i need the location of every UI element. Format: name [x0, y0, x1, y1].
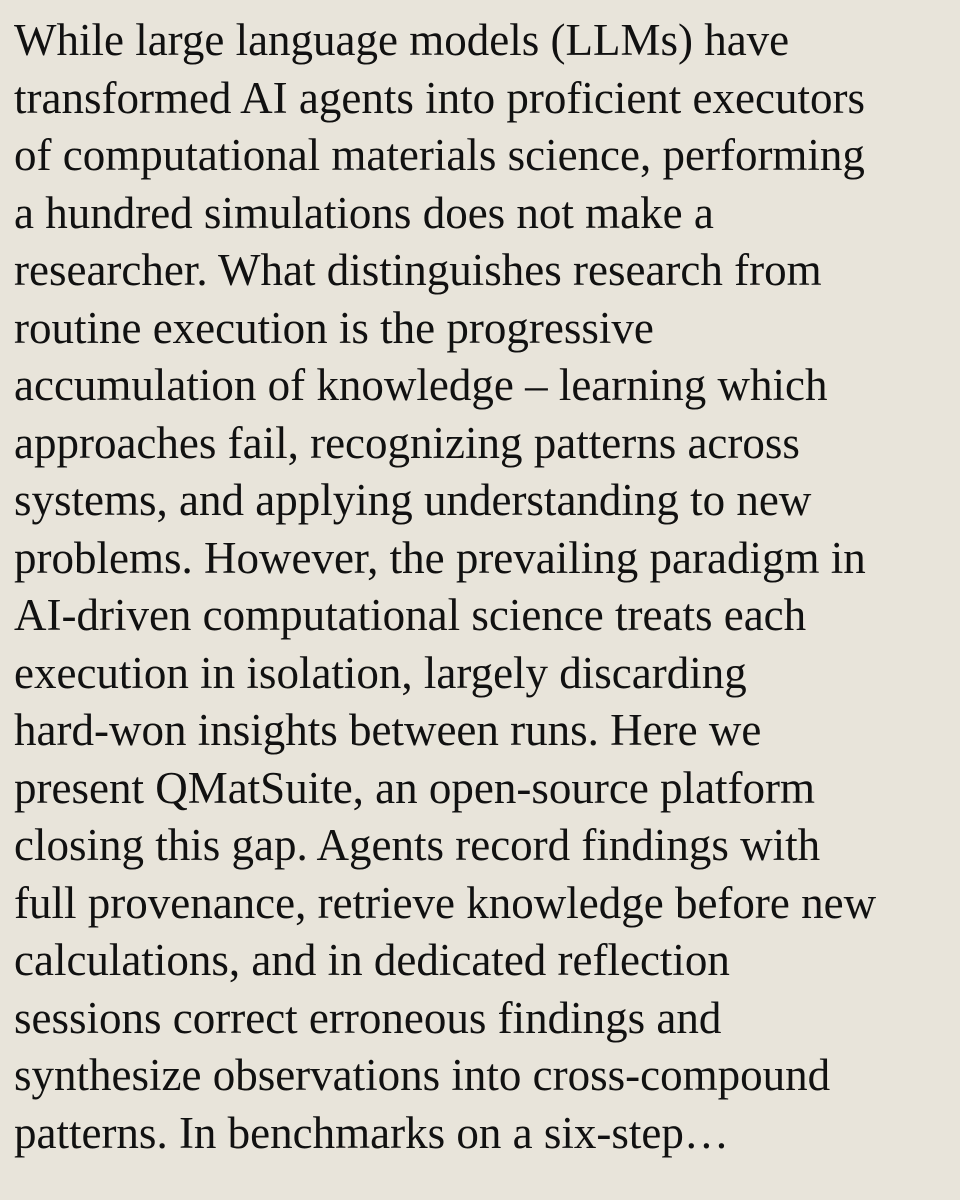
text-line: sessions correct erroneous findings and	[14, 992, 722, 1043]
text-line: closing this gap. Agents record findings with	[14, 820, 821, 870]
text-line: of computational materials science, performing	[14, 130, 865, 180]
text-line: accumulation of knowledge – learning which	[14, 360, 828, 410]
text-line: patterns. In benchmarks on a six-step…	[14, 1107, 729, 1158]
text-line: problems. However, the prevailing paradigm in	[14, 532, 866, 583]
text-line: present QMatSuite, an open-source platform	[14, 762, 816, 813]
text-line: synthesize observations into cross-compound	[14, 1050, 831, 1100]
text-line: transformed AI agents into proficient executors	[14, 72, 865, 123]
text-line: calculations, and in dedicated reflection	[14, 935, 730, 985]
text-line: a hundred simulations does not make a	[14, 187, 714, 238]
text-line: hard-won insights between runs. Here we	[14, 705, 762, 755]
text-line: execution in isolation, largely discarding	[14, 647, 747, 698]
text-line: While large language models (LLMs) have	[14, 15, 790, 65]
text-line: AI-driven computational science treats each	[14, 590, 807, 640]
text-line: researcher. What distinguishes research from	[14, 245, 822, 295]
text-line: systems, and applying understanding to new	[14, 475, 812, 525]
text-line: routine execution is the progressive	[14, 302, 654, 353]
text-line: full provenance, retrieve knowledge before new	[14, 877, 877, 928]
text-line: approaches fail, recognizing patterns across	[14, 417, 800, 468]
